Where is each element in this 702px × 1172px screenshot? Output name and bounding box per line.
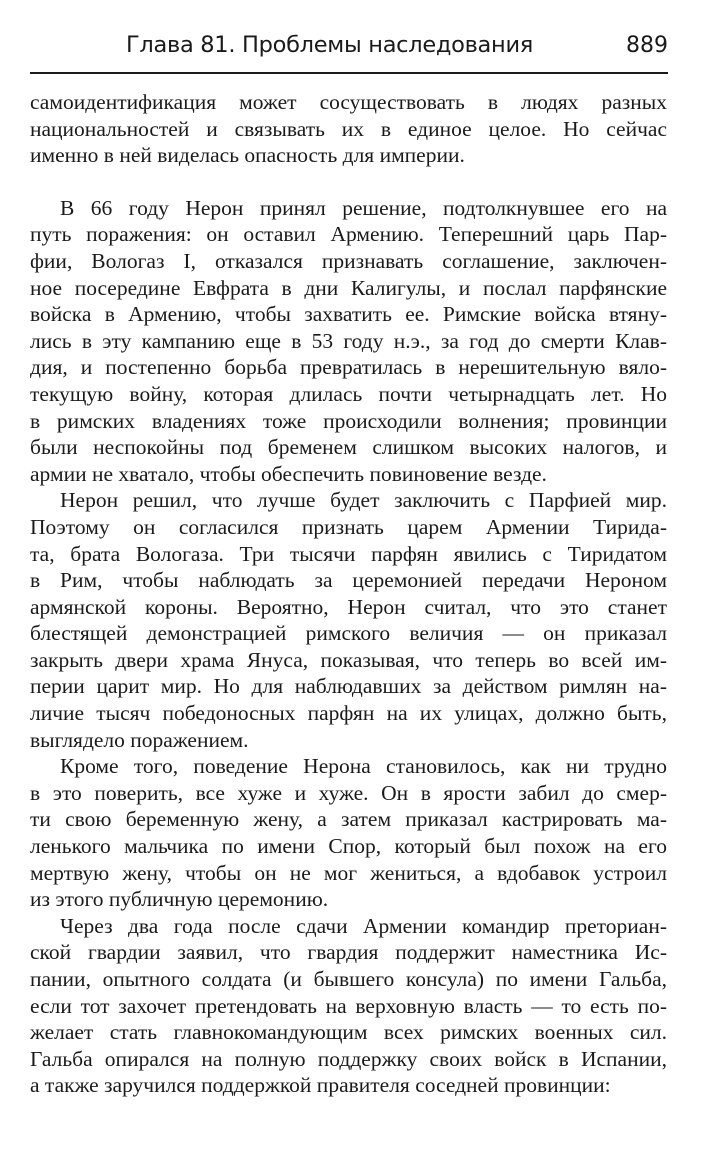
- paragraph-gap: [30, 169, 667, 195]
- text-line: Поэтому он согласился признать царем Армении Тирида-: [30, 514, 667, 539]
- text-line: в Рим, чтобы наблюдать за церемонией передачи Нероном: [30, 568, 667, 593]
- text-line: именно в ней виделась опасность для империи.: [30, 143, 465, 168]
- text-line: ти свою беременную жену, а затем приказал кастрировать ма-: [30, 807, 667, 832]
- paragraph: [30, 195, 667, 488]
- text-line: закрыть двери храма Януса, показывая, что теперь во всей им-: [30, 647, 667, 672]
- text-line: если тот захочет претендовать на верховную власть — то есть по-: [30, 993, 667, 1018]
- text-line: мертвую жену, чтобы он не мог жениться, а вдобавок устроил: [30, 860, 667, 885]
- text-line: национальностей и связывать их в единое целое. Но сейчас: [30, 116, 667, 141]
- text-line: фии, Вологаз I, отказался признавать соглашение, заключен-: [30, 248, 667, 273]
- text-line: выглядело поражением.: [30, 727, 249, 752]
- text-line: В 66 году Нерон принял решение, подтолкнувшее его на: [60, 195, 667, 220]
- running-header: [30, 28, 668, 68]
- text-line: перии царит мир. Но для наблюдавших за действом римлян на-: [30, 674, 667, 699]
- text-line: в это поверить, все хуже и хуже. Он в ярости забил до смер-: [30, 780, 667, 805]
- paragraph: [30, 753, 667, 913]
- text-line: лись в эту кампанию еще в 53 году н.э., за год до смерти Клав-: [30, 328, 667, 353]
- text-line: а также заручился поддержкой правителя соседней провинции:: [30, 1073, 611, 1098]
- text-line: ской гвардии заявил, что гвардия поддержит наместника Ис-: [30, 940, 667, 965]
- text-line: пании, опытного солдата (и бывшего консула) по имени Гальба,: [30, 967, 667, 991]
- text-line: путь поражения: он оставил Армению. Теперешний царь Пар-: [30, 222, 667, 247]
- text-line: ное посередине Евфрата в дни Калигулы, и послал парфянские: [30, 275, 667, 300]
- text-line: самоидентификация может сосуществовать в людях разных: [30, 90, 667, 114]
- text-line: Гальба опирался на полную поддержку своих войск в Испании,: [30, 1046, 667, 1071]
- text-line: были неспокойны под бременем слишком высоких налогов, и: [30, 435, 667, 460]
- text-line: армии не хватало, чтобы обеспечить повиновение везде.: [30, 461, 547, 486]
- text-line: ленького мальчика по имени Спор, который был похож на его: [30, 834, 667, 859]
- text-line: из этого публичную церемонию.: [30, 887, 329, 912]
- text-line: желает стать главнокомандующим всех римских военных сил.: [30, 1020, 667, 1045]
- text-line: дия, и постепенно борьба превратилась в нерешительную вяло-: [30, 355, 667, 380]
- text-line: армянской короны. Вероятно, Нерон считал, что это станет: [30, 594, 667, 619]
- paragraph: [30, 89, 667, 169]
- text-line: в римских владениях тоже происходили волнения; провинции: [30, 408, 667, 433]
- text-line: Через два года после сдачи Армении командир преториан-: [60, 913, 667, 938]
- chapter-title: Глава 81. Проблемы наследования: [126, 32, 534, 58]
- text-line: Нерон решил, что лучше будет заключить с Парфией мир.: [60, 488, 667, 513]
- paragraph: [30, 487, 667, 753]
- text-line: блестящей демонстрацией римского величия — он приказал: [30, 621, 667, 646]
- body-text: [30, 89, 667, 1099]
- text-line: личие тысяч победоносных парфян на их улицах, должно быть,: [30, 701, 667, 726]
- text-line: текущую войну, которая длилась почти четырнадцать лет. Но: [30, 381, 667, 406]
- paragraph: [30, 913, 667, 1099]
- text-line: Кроме того, поведение Нерона становилось, как ни трудно: [60, 754, 667, 779]
- page-number: 889: [626, 33, 668, 58]
- header-rule: [30, 72, 668, 74]
- text-line: та, брата Вологаза. Три тысячи парфян явились с Тиридатом: [30, 541, 667, 566]
- text-line: войска в Армению, чтобы захватить ее. Римские войска втяну-: [30, 302, 667, 327]
